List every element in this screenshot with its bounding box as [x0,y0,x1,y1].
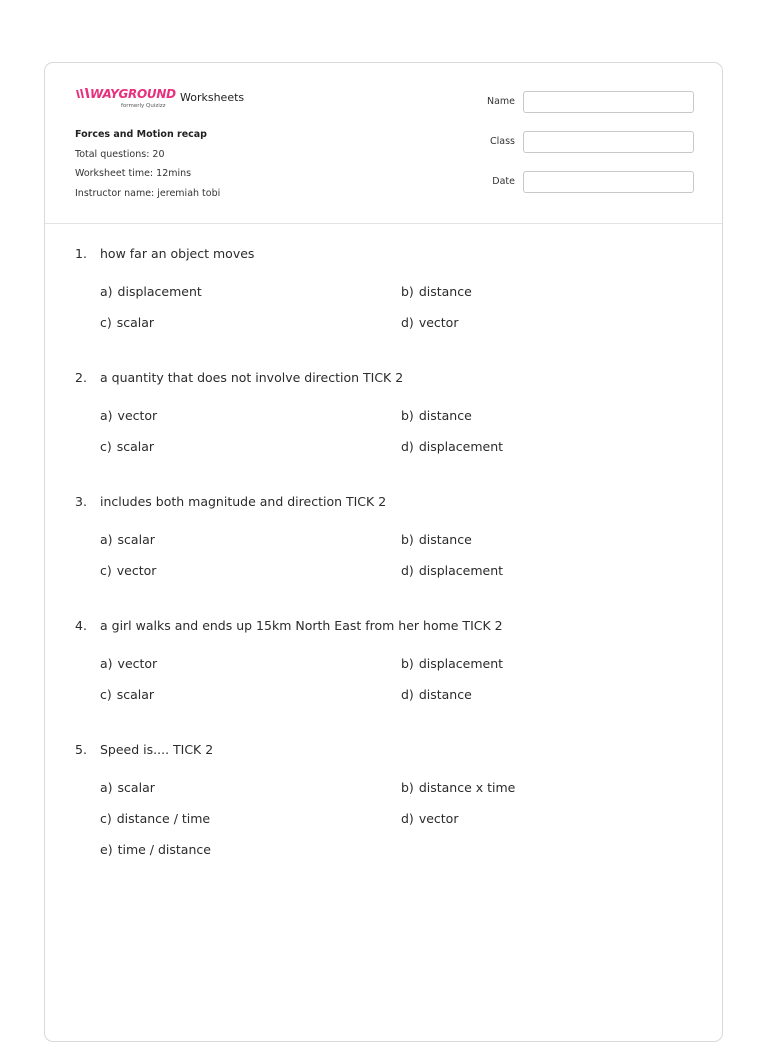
option-letter: b) [401,780,414,795]
question-text [75,246,695,261]
answer-option[interactable] [100,687,154,702]
answer-option[interactable] [100,656,157,671]
worksheet-title: Forces and Motion recap [75,129,207,140]
option-letter: d) [401,439,414,454]
question-prompt: a girl walks and ends up 15km North East from her home TICK 2 [100,618,503,633]
answer-option[interactable] [401,284,472,299]
option-text: vector [418,315,459,330]
option-text: displacement [418,656,504,671]
answer-option[interactable] [401,532,472,547]
question-text [75,618,695,633]
brand-subtitle: formerly Quizizz [121,103,166,109]
question-prompt: includes both magnitude and direction TICK 2 [100,494,387,509]
worksheet-meta [75,125,220,203]
question-number: 2. [75,370,87,385]
question-text [75,494,695,509]
question-prompt: Speed is.... TICK 2 [100,742,214,757]
option-letter: b) [401,408,414,423]
option-text: scalar [117,532,155,547]
option-text: time / distance [117,842,211,857]
question-number: 5. [75,742,87,757]
answer-option[interactable] [100,780,155,795]
answer-option[interactable] [100,532,155,547]
total-questions: Total questions: 20 [75,148,165,160]
date-field[interactable] [523,171,694,193]
question-item [75,494,695,578]
wayground-logo [75,87,175,115]
option-text: vector [117,656,158,671]
question-number: 1. [75,246,87,261]
answer-option[interactable] [401,687,472,702]
product-name: Worksheets [180,91,245,104]
answer-option[interactable] [100,811,210,826]
answer-option[interactable] [401,439,503,454]
answer-option[interactable] [401,563,503,578]
question-text [75,742,695,757]
option-letter: e) [100,842,113,857]
option-letter: c) [100,811,112,826]
question-prompt: how far an object moves [100,246,255,261]
option-letter: d) [401,687,414,702]
question-text [75,370,695,385]
name-field[interactable] [523,91,694,113]
worksheet-page [44,62,723,1042]
option-text: distance [418,408,472,423]
name-label: Name [486,96,515,107]
question-item [75,370,695,454]
option-text: scalar [116,315,155,330]
answer-option[interactable] [401,811,458,826]
option-letter: c) [100,687,112,702]
option-letter: d) [401,811,414,826]
answer-option[interactable] [100,284,202,299]
option-text: distance / time [116,811,211,826]
brand-name: WAYGROUND [90,87,176,101]
class-label: Class [490,136,515,147]
option-text: distance [418,532,472,547]
option-text: displacement [418,439,504,454]
answer-option[interactable] [401,780,515,795]
question-prompt: a quantity that does not involve direction TICK 2 [100,370,404,385]
option-letter: a) [100,656,113,671]
option-letter: a) [100,532,113,547]
option-letter: c) [100,563,112,578]
option-text: distance x time [418,780,516,795]
option-text: scalar [116,687,155,702]
question-item [75,618,695,702]
option-text: vector [418,811,459,826]
option-letter: b) [401,656,414,671]
question-item [75,246,695,330]
answer-option[interactable] [401,408,472,423]
option-letter: d) [401,563,414,578]
option-letter: a) [100,284,113,299]
answer-option[interactable] [100,439,154,454]
option-letter: b) [401,532,414,547]
date-label: Date [492,176,515,187]
answer-option[interactable] [100,408,157,423]
answer-option[interactable] [100,842,211,857]
option-text: displacement [117,284,202,299]
option-text: scalar [116,439,155,454]
option-letter: b) [401,284,414,299]
option-text: displacement [418,563,504,578]
answer-option[interactable] [401,315,458,330]
worksheet-header [45,63,722,224]
option-text: vector [117,408,158,423]
option-letter: a) [100,408,113,423]
option-text: vector [116,563,157,578]
class-field[interactable] [523,131,694,153]
option-text: distance [418,284,472,299]
answer-option[interactable] [401,656,503,671]
wayground-logo-icon [75,88,91,100]
instructor-name: Instructor name: jeremiah tobi [75,187,221,199]
answer-option[interactable] [100,315,154,330]
option-text: distance [418,687,472,702]
answer-option[interactable] [100,563,156,578]
option-letter: d) [401,315,414,330]
question-item [75,742,695,857]
option-letter: c) [100,315,112,330]
option-letter: a) [100,780,113,795]
question-number: 4. [75,618,87,633]
option-letter: c) [100,439,112,454]
worksheet-time: Worksheet time: 12mins [75,168,192,179]
question-number: 3. [75,494,87,509]
option-text: scalar [117,780,155,795]
